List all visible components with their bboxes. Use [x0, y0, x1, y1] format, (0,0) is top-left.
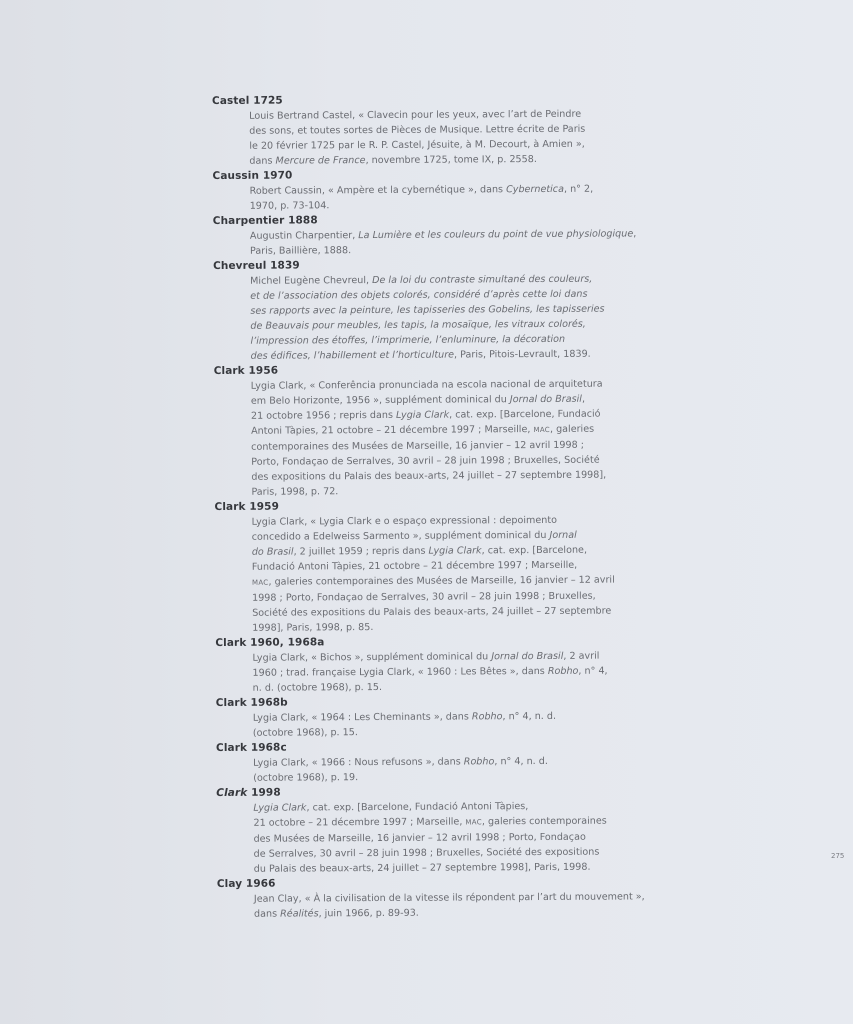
page-number: 275 [831, 852, 845, 860]
citation-line: Porto, Fondaçao de Serralves, 30 avril – 28 juin 1998 ; Bruxelles, Société [251, 454, 600, 468]
citation-line: Lygia Clark, « 1966 : Nous refusons », dans Robho, n° 4, n. d. [253, 755, 548, 769]
citation-line: 1960 ; trad. française Lygia Clark, « 1960 : Les Bêtes », dans Robho, n° 4, [252, 665, 608, 679]
citation-line: des expositions du Palais des beaux-arts, 24 juillet – 27 septembre 1998], [251, 469, 607, 483]
citation-line: Michel Eugène Chevreul, De la loi du contraste simultané des couleurs, [250, 273, 593, 287]
bibliography-entry [214, 361, 645, 500]
citation-line: (octobre 1968), p. 19. [253, 772, 359, 784]
citation-line: de Beauvais pour meubles, les tapis, la mosaïque, les vitraux colorés, [250, 318, 586, 332]
citation-line: Société des expositions du Palais des beaux-arts, 24 juillet – 27 septembre [252, 605, 612, 619]
citation-line: Jean Clay, « À la civilisation de la vitesse ils répondent par l’art du mouvement », [253, 891, 645, 905]
entry-heading: Clay 1966 [216, 877, 276, 890]
bibliography-entry [215, 633, 645, 696]
citation-line: 1998 ; Porto, Fondaçao de Serralves, 30 avril – 28 juin 1998 ; Bruxelles, [252, 590, 596, 604]
entry-heading: Clark 1960, 1968a [215, 636, 325, 649]
bibliography-list [212, 91, 647, 922]
entry-heading: Clark 1968c [215, 741, 287, 754]
citation-line: 21 octobre 1956 ; repris dans Lygia Clark, cat. exp. [Barcelone, Fundació [250, 408, 601, 422]
citation-line: (octobre 1968), p. 15. [252, 727, 358, 739]
entry-citation [214, 376, 645, 500]
citation-line: Louis Bertrand Castel, « Clavecin pour les yeux, avec l’art de Peindre [249, 108, 582, 122]
citation-line: du Palais des beaux-arts, 24 juillet – 27 septembre 1998], Paris, 1998. [253, 861, 591, 875]
citation-line: MAC, galeries contemporaines des Musées de Marseille, 16 janvier – 12 avril [251, 574, 615, 588]
bibliography-entry [213, 256, 644, 364]
citation-line: le 20 février 1725 par le R. P. Castel, Jésuite, à M. Decourt, à Amien », [249, 138, 585, 152]
entry-citation [215, 512, 646, 636]
entry-heading: Charpentier 1888 [212, 214, 318, 227]
citation-line: n. d. (octobre 1968), p. 15. [252, 681, 383, 694]
citation-line: em Belo Horizonte, 1956 », supplément dominical du Jornal do Brasil, [250, 393, 586, 407]
citation-line: Lygia Clark, « Lygia Clark e o espaço expressional : depoimento [251, 514, 557, 528]
citation-line: des Musées de Marseille, 16 janvier – 12 avril 1998 ; Porto, Fondaçao [253, 831, 586, 845]
bibliography-entry [217, 874, 647, 922]
entry-heading: Clark 1998 [216, 786, 281, 799]
entry-heading: Chevreul 1839 [213, 259, 300, 272]
entry-heading: Caussin 1970 [212, 169, 293, 182]
entry-heading: Clark 1956 [213, 364, 279, 377]
citation-line: Antoni Tàpies, 21 octobre – 21 décembre 1997 ; Marseille, MAC, galeries [251, 423, 595, 437]
entry-citation [213, 226, 643, 259]
citation-line: Robert Caussin, « Ampère et la cybernétique », dans Cybernetica, n° 2, [249, 183, 594, 197]
citation-line: l’impression des étoffes, l’imprimerie, l’enluminure, la décoration [250, 333, 566, 347]
entry-citation [212, 106, 642, 169]
citation-line: Lygia Clark, cat. exp. [Barcelone, Fundació Antoni Tàpies, [253, 801, 529, 814]
citation-line: Lygia Clark, « Bichos », supplément dominical du Jornal do Brasil, 2 avril [252, 650, 600, 664]
citation-line: concedido a Edelweiss Sarmento », supplément dominical du Jornal [251, 529, 577, 543]
bibliography-entry [216, 783, 647, 877]
entry-citation [213, 181, 643, 214]
bibliography-entry [212, 91, 642, 169]
citation-line: Fundació Antoni Tàpies, 21 octobre – 21 décembre 1997 ; Marseille, [251, 559, 578, 573]
entry-citation [213, 271, 644, 364]
entry-citation [215, 648, 645, 696]
bibliography-entry [216, 738, 646, 786]
citation-line: 21 octobre – 21 décembre 1997 ; Marseille, MAC, galeries contemporaines [253, 815, 607, 829]
citation-line: Augustin Charpentier, La Lumière et les couleurs du point de vue physiologique, [249, 228, 637, 242]
entry-heading: Clark 1968b [215, 696, 288, 709]
citation-line: des sons, et toutes sortes de Pièces de Musique. Lettre écrite de Paris [249, 123, 586, 137]
bibliography-entry [213, 211, 643, 259]
citation-line: dans Mercure de France, novembre 1725, tome IX, p. 2558. [249, 154, 537, 167]
entry-citation [216, 708, 646, 741]
entry-heading: Clark 1959 [214, 500, 279, 513]
citation-line: contemporaines des Musées de Marseille, 16 janvier – 12 avril 1998 ; [251, 439, 584, 453]
citation-line: Paris, Baillière, 1888. [249, 245, 352, 257]
citation-line: 1998], Paris, 1998, p. 85. [252, 622, 374, 634]
entry-citation [216, 798, 646, 877]
bibliography-entry [212, 166, 642, 214]
citation-line: ses rapports avec la peinture, les tapisseries des Gobelins, les tapisseries [250, 303, 605, 317]
entry-citation [217, 889, 647, 922]
entry-heading: Castel 1725 [212, 94, 283, 107]
citation-line: Lygia Clark, « Conferência pronunciada na escola nacional de arquitetura [250, 378, 603, 392]
citation-line: Lygia Clark, « 1964 : Les Cheminants », dans Robho, n° 4, n. d. [252, 710, 557, 724]
citation-line: 1970, p. 73-104. [249, 200, 330, 212]
bibliography-entry [216, 693, 646, 741]
citation-line: et de l’association des objets colorés, considéré d’après cette loi dans [250, 288, 588, 302]
citation-line: dans Réalités, juin 1966, p. 89-93. [253, 907, 419, 920]
citation-line: Paris, 1998, p. 72. [251, 486, 339, 498]
bibliography-entry [214, 497, 645, 636]
citation-line: de Serralves, 30 avril – 28 juin 1998 ; Bruxelles, Société des expositions [253, 846, 600, 860]
citation-line: des édifices, l’habillement et l’horticulture, Paris, Pitois-Levrault, 1839. [250, 348, 591, 362]
entry-citation [216, 753, 646, 786]
citation-line: do Brasil, 2 juillet 1959 ; repris dans Lygia Clark, cat. exp. [Barcelone, [251, 544, 588, 558]
